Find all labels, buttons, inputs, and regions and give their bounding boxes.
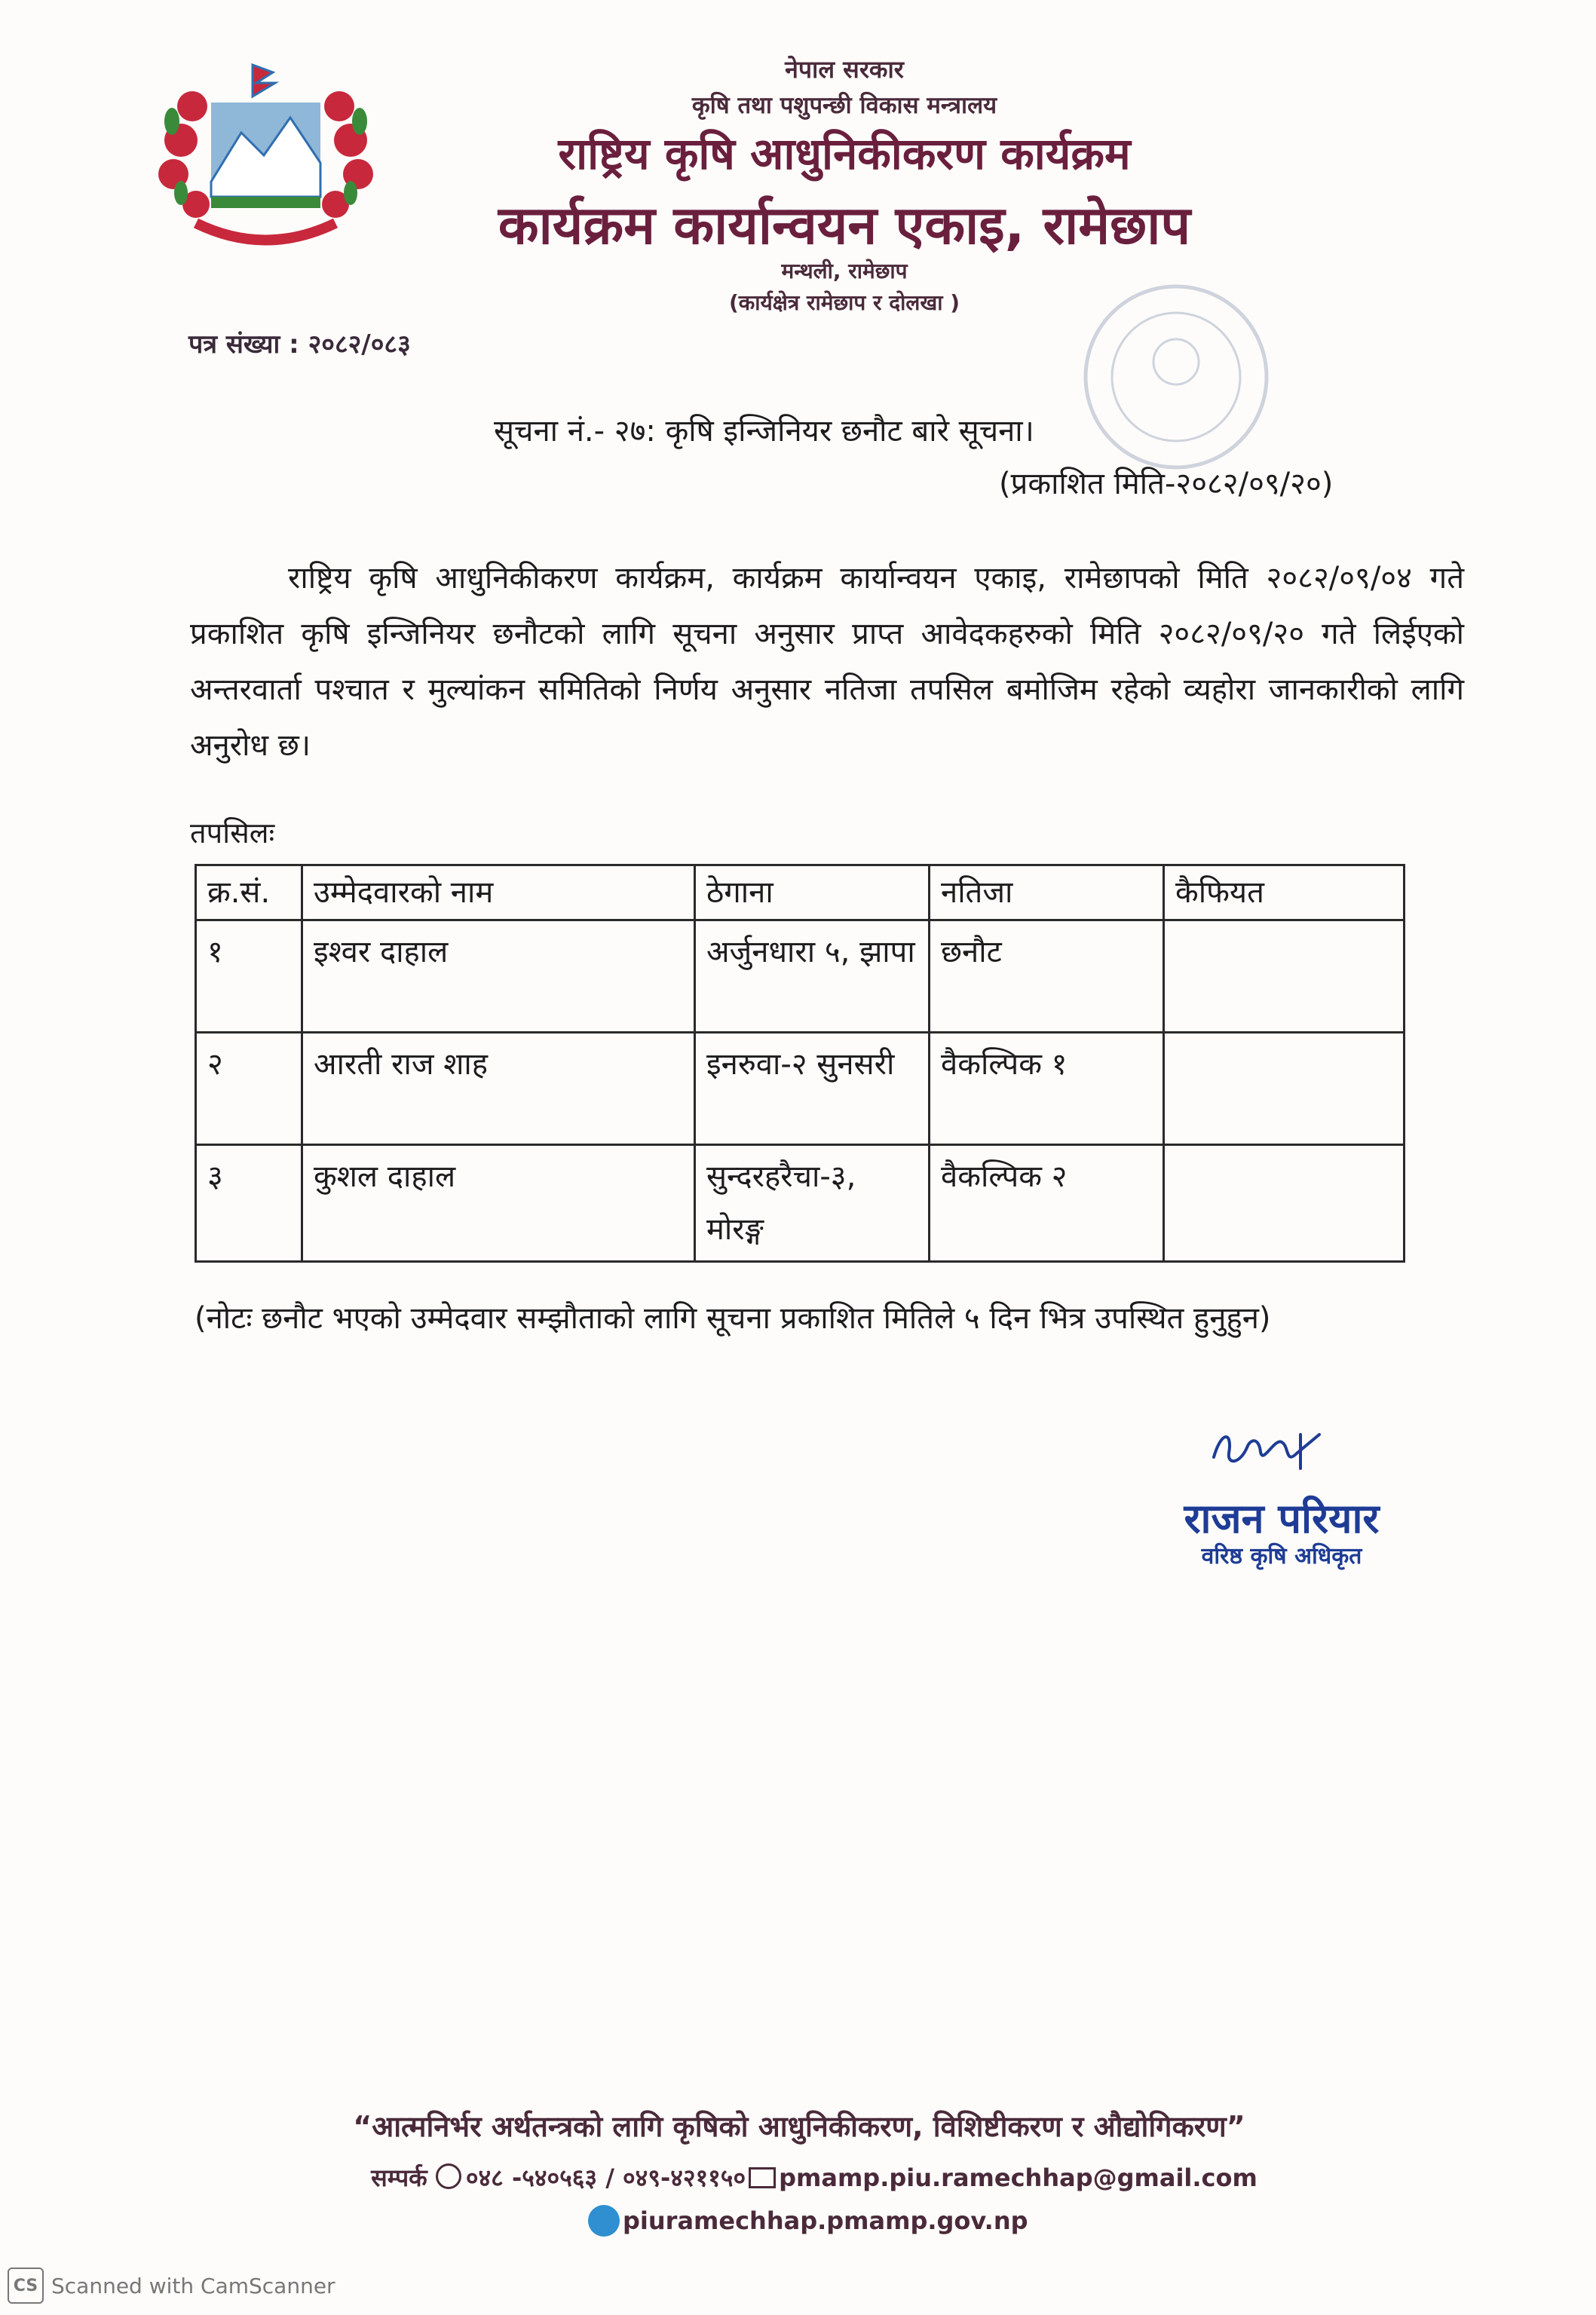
cell-name: कुशल दाहाल — [302, 1145, 695, 1262]
unit-name: कार्यक्रम कार्यान्वयन एकाइ, रामेछाप — [498, 194, 1191, 256]
globe-icon — [588, 2205, 620, 2237]
footer-motto: “आत्मनिर्भर अर्थतन्त्रको लागि कृषिको आधुनिकीकरण, विशिष्टीकरण र औद्योगिकरण” — [353, 2110, 1245, 2143]
phone-icon — [436, 2163, 461, 2189]
cell-sn: २ — [196, 1033, 302, 1145]
table-row — [196, 1033, 1405, 1145]
cell-result: छनौट — [930, 920, 1164, 1033]
email-address[interactable]: pmamp.piu.ramechhap@gmail.com — [779, 2163, 1258, 2192]
cell-remarks — [1164, 1033, 1405, 1145]
cell-name: आरती राज शाह — [302, 1033, 695, 1145]
government-name: नेपाल सरकार — [785, 55, 904, 84]
cell-name: इश्वर दाहाल — [302, 920, 695, 1033]
header-result: नतिजा — [930, 865, 1164, 920]
nepal-emblem-icon — [151, 50, 381, 253]
cell-result: वैकल्पिक १ — [930, 1033, 1164, 1145]
signatory-title: वरिष्ठ कृषि अधिकृत — [1201, 1543, 1362, 1569]
notice-body: राष्ट्रिय कृषि आधुनिकीकरण कार्यक्रम, कार्यक्रम कार्यान्वयन एकाइ, रामेछापको मिति २०८२/०९/०४ गते प्रकाशित कृषि इन्जिनियर छनौटको लागि सूचना अनुसार प्राप्त आवेदकहरुको मिति २०८२/०९/२० गते लिईएको अन्तरवार्ता पश्चात र मुल्यांकन समितिको निर्णय अनुसार नतिजा तपसिल बमोजिम रहेको व्यहोरा जानकारीको लागि अनुरोध छ। — [190, 561, 1464, 763]
table-row — [196, 920, 1405, 1033]
header-sn: क्र.सं. — [196, 865, 302, 920]
cell-result: वैकल्पिक २ — [930, 1145, 1164, 1262]
contact-line — [226, 2160, 1402, 2194]
published-date: (प्रकाशित मिति-२०८२/०९/२०) — [999, 467, 1334, 501]
header-name: उम्मेदवारको नाम — [302, 865, 695, 920]
cell-sn: ३ — [196, 1145, 302, 1262]
header-address: ठेगाना — [695, 865, 930, 920]
camscanner-watermark — [8, 2268, 335, 2304]
website-url[interactable]: piuramechhap.pmamp.gov.np — [623, 2206, 1028, 2235]
website-line — [588, 2203, 1028, 2239]
mail-icon — [749, 2167, 776, 2188]
cell-address: अर्जुनधारा ५, झापा — [695, 920, 930, 1033]
letter-number: पत्र संख्या : २०८२/०८३ — [188, 329, 411, 360]
table-header-row — [196, 865, 1405, 920]
camscanner-logo-icon: CS — [8, 2268, 44, 2304]
program-name: राष्ट्रिय कृषि आधुनिकीकरण कार्यक्रम — [558, 128, 1131, 179]
signature-icon — [1206, 1423, 1327, 1476]
office-address: मन्थली, रामेछाप — [781, 259, 908, 283]
watermark-text: Scanned with CamScanner — [51, 2273, 335, 2298]
notice-title: सूचना नं.- २७: कृषि इन्जिनियर छनौट बारे सूचना। — [494, 414, 1034, 449]
cell-address: इनरुवा-२ सुनसरी — [695, 1033, 930, 1145]
details-label: तपसिलः — [190, 816, 275, 850]
ministry-name: कृषि तथा पशुपन्छी विकास मन्त्रालय — [691, 92, 997, 119]
results-table — [195, 864, 1405, 1263]
table-row — [196, 1145, 1405, 1262]
signatory-name: राजन परियार — [1184, 1495, 1380, 1542]
cell-sn: १ — [196, 920, 302, 1033]
note-text: (नोटः छनौट भएको उम्मेदवार सम्झौताको लागि सूचना प्रकाशित मितिले ५ दिन भित्र उपस्थित हुनुहुन) — [195, 1301, 1271, 1336]
cell-remarks — [1164, 920, 1405, 1033]
contact-label: सम्पर्क — [371, 2163, 427, 2192]
header-remarks: कैफियत — [1164, 865, 1405, 920]
phone-numbers: ०४८ -५४०५६३ / ०४९-४२११५० — [465, 2163, 746, 2192]
working-area: (कार्यक्षेत्र रामेछाप र दोलखा ) — [728, 290, 960, 315]
cell-address: सुन्दरहरैचा-३, मोरङ्ग — [695, 1145, 930, 1262]
cell-remarks — [1164, 1145, 1405, 1262]
office-stamp-icon — [1040, 271, 1312, 482]
